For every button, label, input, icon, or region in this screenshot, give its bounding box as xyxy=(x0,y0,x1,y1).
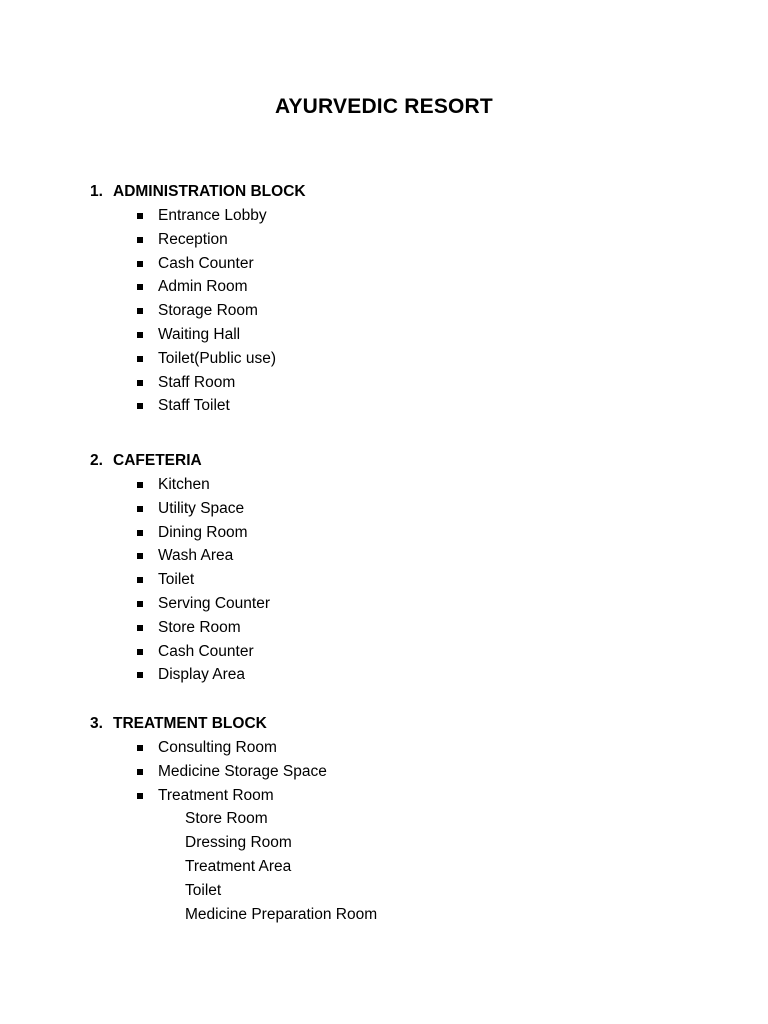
square-bullet-icon xyxy=(137,284,143,290)
square-bullet-icon xyxy=(137,649,143,655)
list-item xyxy=(90,544,690,568)
list-item xyxy=(90,228,690,252)
list-item xyxy=(90,663,690,687)
list-item xyxy=(90,473,690,497)
section-heading xyxy=(90,180,690,204)
list-item-label: Cash Counter xyxy=(158,254,254,272)
square-bullet-icon xyxy=(137,672,143,678)
list-item-label: Store Room xyxy=(158,618,241,636)
section-administration-block xyxy=(90,180,690,418)
list-item-label: Serving Counter xyxy=(158,594,271,612)
list-item xyxy=(90,760,690,784)
sub-list-item: Treatment Area xyxy=(185,857,292,875)
square-bullet-icon xyxy=(137,553,143,559)
list-item xyxy=(90,275,690,299)
square-bullet-icon xyxy=(137,625,143,631)
square-bullet-icon xyxy=(137,769,143,775)
list-item-label: Medicine Storage Space xyxy=(158,762,327,780)
square-bullet-icon xyxy=(137,213,143,219)
list-item xyxy=(90,616,690,640)
section-number: 3. xyxy=(90,715,103,732)
list-item xyxy=(90,784,690,808)
square-bullet-icon xyxy=(137,356,143,362)
list-item xyxy=(90,736,690,760)
list-item xyxy=(90,521,690,545)
square-bullet-icon xyxy=(137,380,143,386)
section-title: CAFETERIA xyxy=(113,452,202,469)
square-bullet-icon xyxy=(137,308,143,314)
list-item xyxy=(90,204,690,228)
list-item-label: Waiting Hall xyxy=(158,325,241,343)
list-item xyxy=(90,323,690,347)
list-item xyxy=(90,252,690,276)
square-bullet-icon xyxy=(137,601,143,607)
section-treatment-block xyxy=(90,712,690,926)
sub-item-list xyxy=(90,807,690,926)
list-item xyxy=(90,347,690,371)
list-item-label: Admin Room xyxy=(158,278,248,296)
list-item-label: Staff Toilet xyxy=(158,397,230,415)
section-heading xyxy=(90,449,690,473)
list-item-label: Kitchen xyxy=(158,476,210,493)
item-list xyxy=(90,473,690,687)
sub-list-item: Toilet xyxy=(185,881,222,899)
list-item-label: Staff Room xyxy=(158,373,236,391)
square-bullet-icon xyxy=(137,577,143,583)
list-item-label: Display Area xyxy=(158,666,246,684)
list-item-label: Toilet xyxy=(158,571,195,589)
document-title: AYURVEDIC RESORT xyxy=(275,95,493,118)
square-bullet-icon xyxy=(137,793,143,799)
list-item xyxy=(90,371,690,395)
list-item-label: Reception xyxy=(158,230,228,248)
sub-list-item: Medicine Preparation Room xyxy=(185,905,378,923)
square-bullet-icon xyxy=(137,506,143,512)
list-item xyxy=(90,394,690,418)
section-title: ADMINISTRATION BLOCK xyxy=(113,183,306,200)
section-number: 1. xyxy=(90,183,103,200)
square-bullet-icon xyxy=(137,237,143,243)
square-bullet-icon xyxy=(137,261,143,267)
list-item-label: Wash Area xyxy=(158,547,234,565)
list-item-label: Consulting Room xyxy=(158,739,277,756)
square-bullet-icon xyxy=(137,332,143,338)
list-item-label: Cash Counter xyxy=(158,642,254,660)
list-item-label: Treatment Room xyxy=(158,786,274,804)
square-bullet-icon xyxy=(137,745,143,751)
list-item-label: Toilet(Public use) xyxy=(158,349,277,367)
item-list xyxy=(90,736,690,807)
list-item-label: Dining Room xyxy=(158,523,248,541)
square-bullet-icon xyxy=(137,530,143,536)
list-item xyxy=(90,497,690,521)
sub-list-item: Store Room xyxy=(185,810,268,828)
item-list xyxy=(90,204,690,418)
section-title: TREATMENT BLOCK xyxy=(113,715,267,732)
list-item xyxy=(90,592,690,616)
list-item xyxy=(90,299,690,323)
list-item-label: Entrance Lobby xyxy=(158,207,267,224)
list-item-label: Utility Space xyxy=(158,499,245,517)
list-item xyxy=(90,568,690,592)
list-item-label: Storage Room xyxy=(158,302,258,320)
section-number: 2. xyxy=(90,452,103,469)
sub-list-item: Dressing Room xyxy=(185,834,292,852)
section-cafeteria xyxy=(90,449,690,687)
square-bullet-icon xyxy=(137,403,143,409)
list-item xyxy=(90,640,690,664)
section-heading xyxy=(90,712,690,736)
square-bullet-icon xyxy=(137,482,143,488)
